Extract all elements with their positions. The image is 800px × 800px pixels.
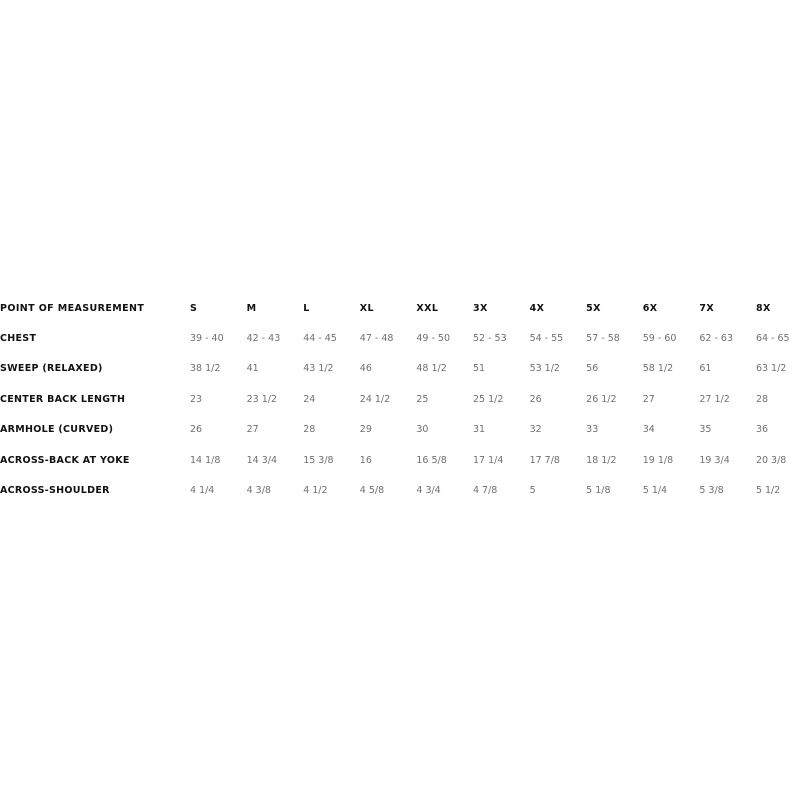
measurement-value: 52 - 53 [472,333,507,345]
measurement-value: 5 1/4 [642,485,668,497]
measurement-value: 36 [755,424,769,436]
measurement-value: 33 [586,424,599,436]
measurement-value: 24 [303,393,316,405]
measurement-value: 42 - 43 [246,333,281,345]
measurement-value: 17 1/4 [472,454,504,466]
measurement-value: 18 1/2 [586,454,617,466]
measurement-value: 28 [303,424,316,436]
size-header: XXL [416,302,439,314]
measurement-value: 4 7/8 [472,485,498,497]
measurement-label: ARMHOLE (CURVED) [0,424,114,436]
measurement-value: 62 - 63 [699,333,733,345]
header-row [0,293,800,323]
measurement-value: 25 1/2 [472,393,504,405]
table-row [0,354,800,384]
measurement-label: SWEEP (RELAXED) [0,363,103,375]
size-header: L [303,302,310,314]
measurement-value: 32 [529,424,542,436]
measurement-value: 19 1/8 [642,454,674,466]
measurement-value: 23 [190,393,203,405]
size-header: XL [359,302,374,314]
measurement-value: 15 3/8 [303,454,334,466]
measurement-value: 51 [472,363,486,375]
size-header: 7X [699,302,715,314]
measurement-value: 4 3/4 [416,485,441,497]
table-row [0,415,800,445]
size-header: 4X [529,302,545,314]
size-header: 5X [586,302,601,314]
measurement-value: 26 1/2 [586,393,617,405]
measurement-value: 30 [416,424,429,436]
table-row [0,475,800,505]
size-chart-body [0,323,800,505]
measurement-label: CENTER BACK LENGTH [0,393,126,405]
measurement-value: 26 [529,393,542,405]
measurement-value: 63 1/2 [755,363,787,375]
measurement-value: 38 1/2 [190,363,221,375]
measurement-value: 16 [359,454,372,466]
measurement-value: 5 3/8 [699,485,724,497]
measurement-value: 4 1/2 [303,485,328,497]
measurement-value: 46 [359,363,372,375]
measurement-value: 43 1/2 [303,363,334,375]
measurement-label: CHEST [0,333,37,345]
measurement-value: 5 1/2 [755,485,781,497]
measurement-value: 27 1/2 [699,393,730,405]
measurement-value: 29 [359,424,372,436]
measurement-value: 61 [699,363,712,375]
measurement-value: 48 1/2 [416,363,447,375]
measurement-value: 20 3/8 [755,454,787,466]
measurement-value: 17 7/8 [529,454,560,466]
measurement-value: 28 [755,393,769,405]
measurement-value: 14 3/4 [246,454,277,466]
measurement-value: 31 [472,424,486,436]
measurement-value: 4 1/4 [190,485,215,497]
measurement-value: 41 [246,363,259,375]
table-row [0,445,800,475]
measurement-value: 53 1/2 [529,363,560,375]
measurement-value: 35 [699,424,712,436]
measurement-value: 56 [586,363,599,375]
size-header: 3X [472,302,488,314]
measurement-value: 4 3/8 [246,485,271,497]
measurement-value: 49 - 50 [416,333,451,345]
measurement-value: 54 - 55 [529,333,564,345]
measurement-value: 5 1/8 [586,485,611,497]
measurement-value: 44 - 45 [303,333,337,345]
measurement-value: 58 1/2 [642,363,674,375]
measurement-label: ACROSS-BACK AT YOKE [0,454,130,466]
measurement-value: 25 [416,393,429,405]
measurement-value: 27 [246,424,259,436]
measurement-value: 47 - 48 [359,333,394,345]
size-header: M [246,302,257,314]
measurement-value: 64 - 65 [755,333,790,345]
measurement-value: 26 [190,424,203,436]
measurement-value: 23 1/2 [246,393,277,405]
size-chart-header [0,293,800,323]
table-row [0,323,800,353]
measurement-value: 5 [529,485,536,497]
measurement-value: 14 1/8 [190,454,221,466]
measurement-value: 27 [642,393,655,405]
table-row [0,384,800,414]
header-measurement-label: POINT OF MEASUREMENT [0,302,145,314]
measurement-value: 34 [642,424,655,436]
measurement-value: 16 5/8 [416,454,447,466]
measurement-value: 57 - 58 [586,333,620,345]
measurement-value: 19 3/4 [699,454,730,466]
measurement-value: 59 - 60 [642,333,677,345]
measurement-value: 4 5/8 [359,485,385,497]
measurement-label: ACROSS-SHOULDER [0,485,110,497]
size-header: 8X [755,302,771,314]
measurement-value: 24 1/2 [359,393,391,405]
measurement-value: 39 - 40 [190,333,224,345]
size-chart-table [0,293,800,506]
size-header: S [190,302,198,314]
size-header: 6X [642,302,658,314]
